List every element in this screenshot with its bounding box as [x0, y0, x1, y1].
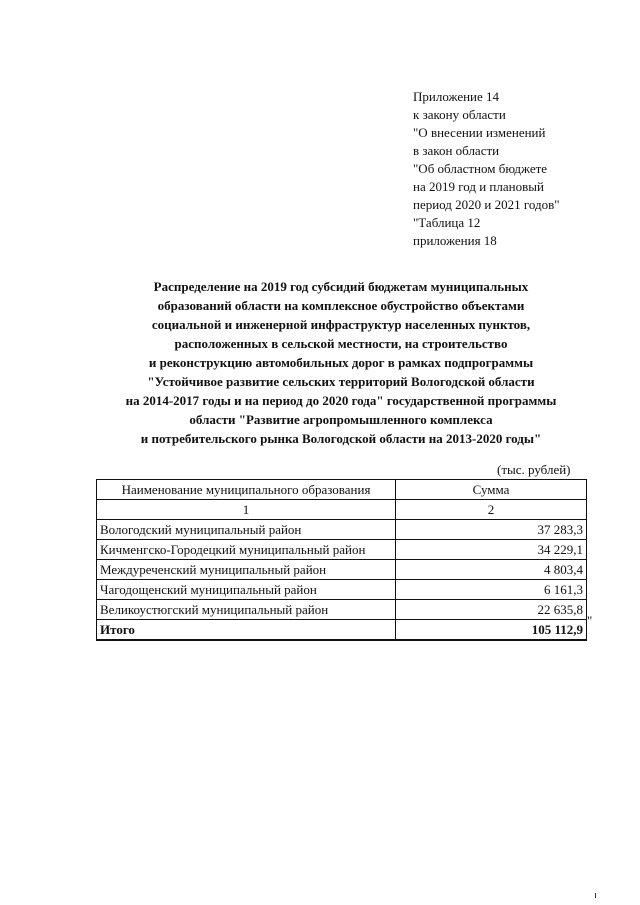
appendix-line: "Таблица 12: [413, 215, 481, 230]
appendix-line: период 2020 и 2021 годов": [413, 197, 560, 212]
appendix-line: "О внесении изменений: [413, 125, 546, 140]
municipality-name: Междуреченский муниципальный район: [97, 560, 396, 580]
closing-quote: ": [587, 613, 593, 628]
distribution-table: [96, 479, 587, 641]
page-mark: [595, 893, 596, 898]
heading-line: и потребительского рынка Вологодской области на 2013-2020 годы": [140, 431, 542, 446]
subsidy-amount: 4 803,4: [396, 560, 587, 580]
heading-line: на 2014-2017 годы и на период до 2020 года" государственной программы: [125, 393, 557, 408]
table-row: [97, 560, 587, 580]
subsidy-amount: 34 229,1: [396, 540, 587, 560]
document-heading: [95, 277, 587, 448]
total-amount: 105 112,9: [396, 620, 587, 641]
subsidy-amount: 37 283,3: [396, 520, 587, 540]
subsidy-amount: 22 635,8: [396, 600, 587, 620]
table-header-row: [97, 480, 587, 500]
table-row: [97, 580, 587, 600]
municipality-name: Вологодский муниципальный район: [97, 520, 396, 540]
table-row: [97, 540, 587, 560]
municipality-name: Великоустюгский муниципальный район: [97, 600, 396, 620]
subsidy-amount: 6 161,3: [396, 580, 587, 600]
table-row: [97, 520, 587, 540]
municipality-name: Кичменгско-Городецкий муниципальный район: [97, 540, 396, 560]
table-total-row: [97, 620, 587, 641]
appendix-line: к закону области: [413, 107, 506, 122]
table-row: [97, 600, 587, 620]
heading-line: области "Развитие агропромышленного комплекса: [189, 412, 493, 427]
units-label: (тыс. рублей): [497, 462, 571, 477]
appendix-line: Приложение 14: [413, 89, 500, 104]
heading-line: образований области на комплексное обустройство объектами: [157, 298, 525, 313]
column-index: 1: [97, 500, 396, 520]
heading-line: расположенных в сельской местности, на строительство: [174, 336, 508, 351]
column-index: 2: [396, 500, 587, 520]
appendix-line: "Об областном бюджете: [413, 161, 548, 176]
appendix-line: на 2019 год и плановый: [413, 179, 544, 194]
column-header-name: Наименование муниципального образования: [97, 480, 396, 500]
column-header-amount: Сумма: [396, 480, 587, 500]
appendix-line: приложения 18: [413, 233, 497, 248]
heading-line: "Устойчивое развитие сельских территорий Вологодской области: [147, 374, 535, 389]
appendix-block: [413, 88, 560, 250]
total-label: Итого: [97, 620, 396, 641]
heading-line: Распределение на 2019 год субсидий бюджетам муниципальных: [153, 279, 529, 294]
table-index-row: [97, 500, 587, 520]
heading-line: социальной и инженерной инфраструктур населенных пунктов,: [151, 317, 531, 332]
municipality-name: Чагодощенский муниципальный район: [97, 580, 396, 600]
appendix-line: в закон области: [413, 143, 500, 158]
heading-line: и реконструкцию автомобильных дорог в рамках подпрограммы: [148, 355, 534, 370]
